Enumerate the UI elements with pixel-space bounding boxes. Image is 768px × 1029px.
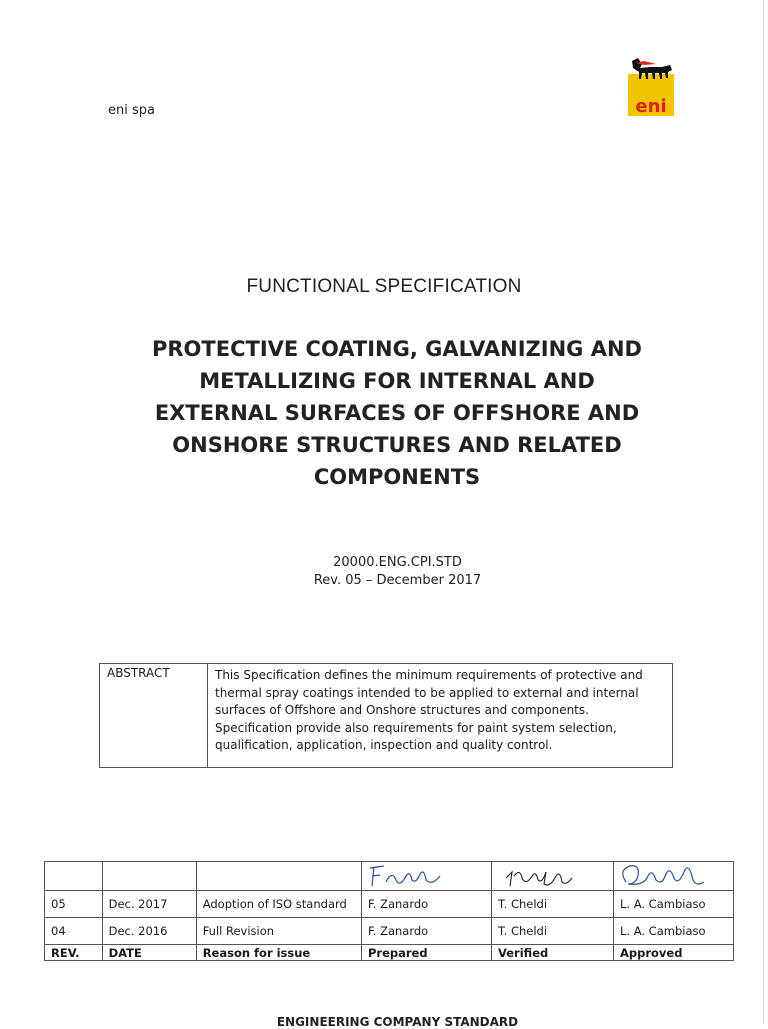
table-row bbox=[45, 891, 734, 918]
verified-cell: T. Cheldi bbox=[491, 891, 613, 918]
table-header-row bbox=[45, 945, 734, 961]
abstract-text: This Specification defines the minimum requirements of protective and thermal spray coatings intended to be applied to external and internal surfaces of Offshore and Onshore structures and components. Specification provide also requirements for paint system selection, qualification, application, inspection and quality control. bbox=[215, 668, 643, 752]
verified-signature bbox=[492, 862, 613, 890]
rev-cell: 05 bbox=[45, 891, 103, 918]
footer-label: ENGINEERING COMPANY STANDARD bbox=[276, 1015, 519, 1029]
table-row bbox=[45, 918, 734, 945]
abstract-label: ABSTRACT bbox=[100, 664, 208, 767]
company-name: eni spa bbox=[108, 103, 155, 118]
prepared-signature-cell bbox=[361, 862, 491, 891]
revision-table bbox=[44, 861, 734, 961]
signature-row bbox=[45, 862, 734, 891]
abstract-box bbox=[99, 663, 673, 768]
approved-signature-cell bbox=[613, 862, 733, 891]
empty-cell bbox=[45, 862, 103, 891]
empty-cell bbox=[196, 862, 361, 891]
document-code: 20000.ENG.CPI.STD bbox=[333, 555, 462, 570]
prepared-cell: F. Zanardo bbox=[361, 918, 491, 945]
document-type: FUNCTIONAL SPECIFICATION bbox=[246, 276, 522, 297]
reason-cell: Full Revision bbox=[196, 918, 361, 945]
date-header: DATE bbox=[102, 945, 196, 961]
prepared-header: Prepared bbox=[361, 945, 491, 961]
approved-cell: L. A. Cambiaso bbox=[613, 918, 733, 945]
empty-cell bbox=[102, 862, 196, 891]
approved-cell: L. A. Cambiaso bbox=[613, 891, 733, 918]
verified-cell: T. Cheldi bbox=[491, 918, 613, 945]
date-cell: Dec. 2017 bbox=[102, 891, 196, 918]
title-line: EXTERNAL SURFACES OF OFFSHORE AND bbox=[154, 401, 640, 425]
page-edge bbox=[763, 0, 764, 1024]
document-title bbox=[100, 333, 694, 493]
title-line: METALLIZING FOR INTERNAL AND bbox=[199, 369, 595, 393]
verified-signature-cell bbox=[491, 862, 613, 891]
logo-wordmark: eni bbox=[635, 96, 667, 117]
rev-cell: 04 bbox=[45, 918, 103, 945]
rev-header: REV. bbox=[45, 945, 103, 961]
verified-header: Verified bbox=[491, 945, 613, 961]
approved-signature bbox=[614, 862, 733, 890]
approved-header: Approved bbox=[613, 945, 733, 961]
reason-cell: Adoption of ISO standard bbox=[196, 891, 361, 918]
title-line: ONSHORE STRUCTURES AND RELATED bbox=[172, 433, 622, 457]
title-line: COMPONENTS bbox=[313, 465, 481, 489]
reason-header: Reason for issue bbox=[196, 945, 361, 961]
prepared-signature bbox=[362, 862, 491, 890]
date-cell: Dec. 2016 bbox=[102, 918, 196, 945]
document-revision: Rev. 05 – December 2017 bbox=[313, 573, 482, 588]
eni-logo bbox=[626, 56, 676, 118]
title-line: PROTECTIVE COATING, GALVANIZING AND bbox=[152, 337, 642, 361]
prepared-cell: F. Zanardo bbox=[361, 891, 491, 918]
